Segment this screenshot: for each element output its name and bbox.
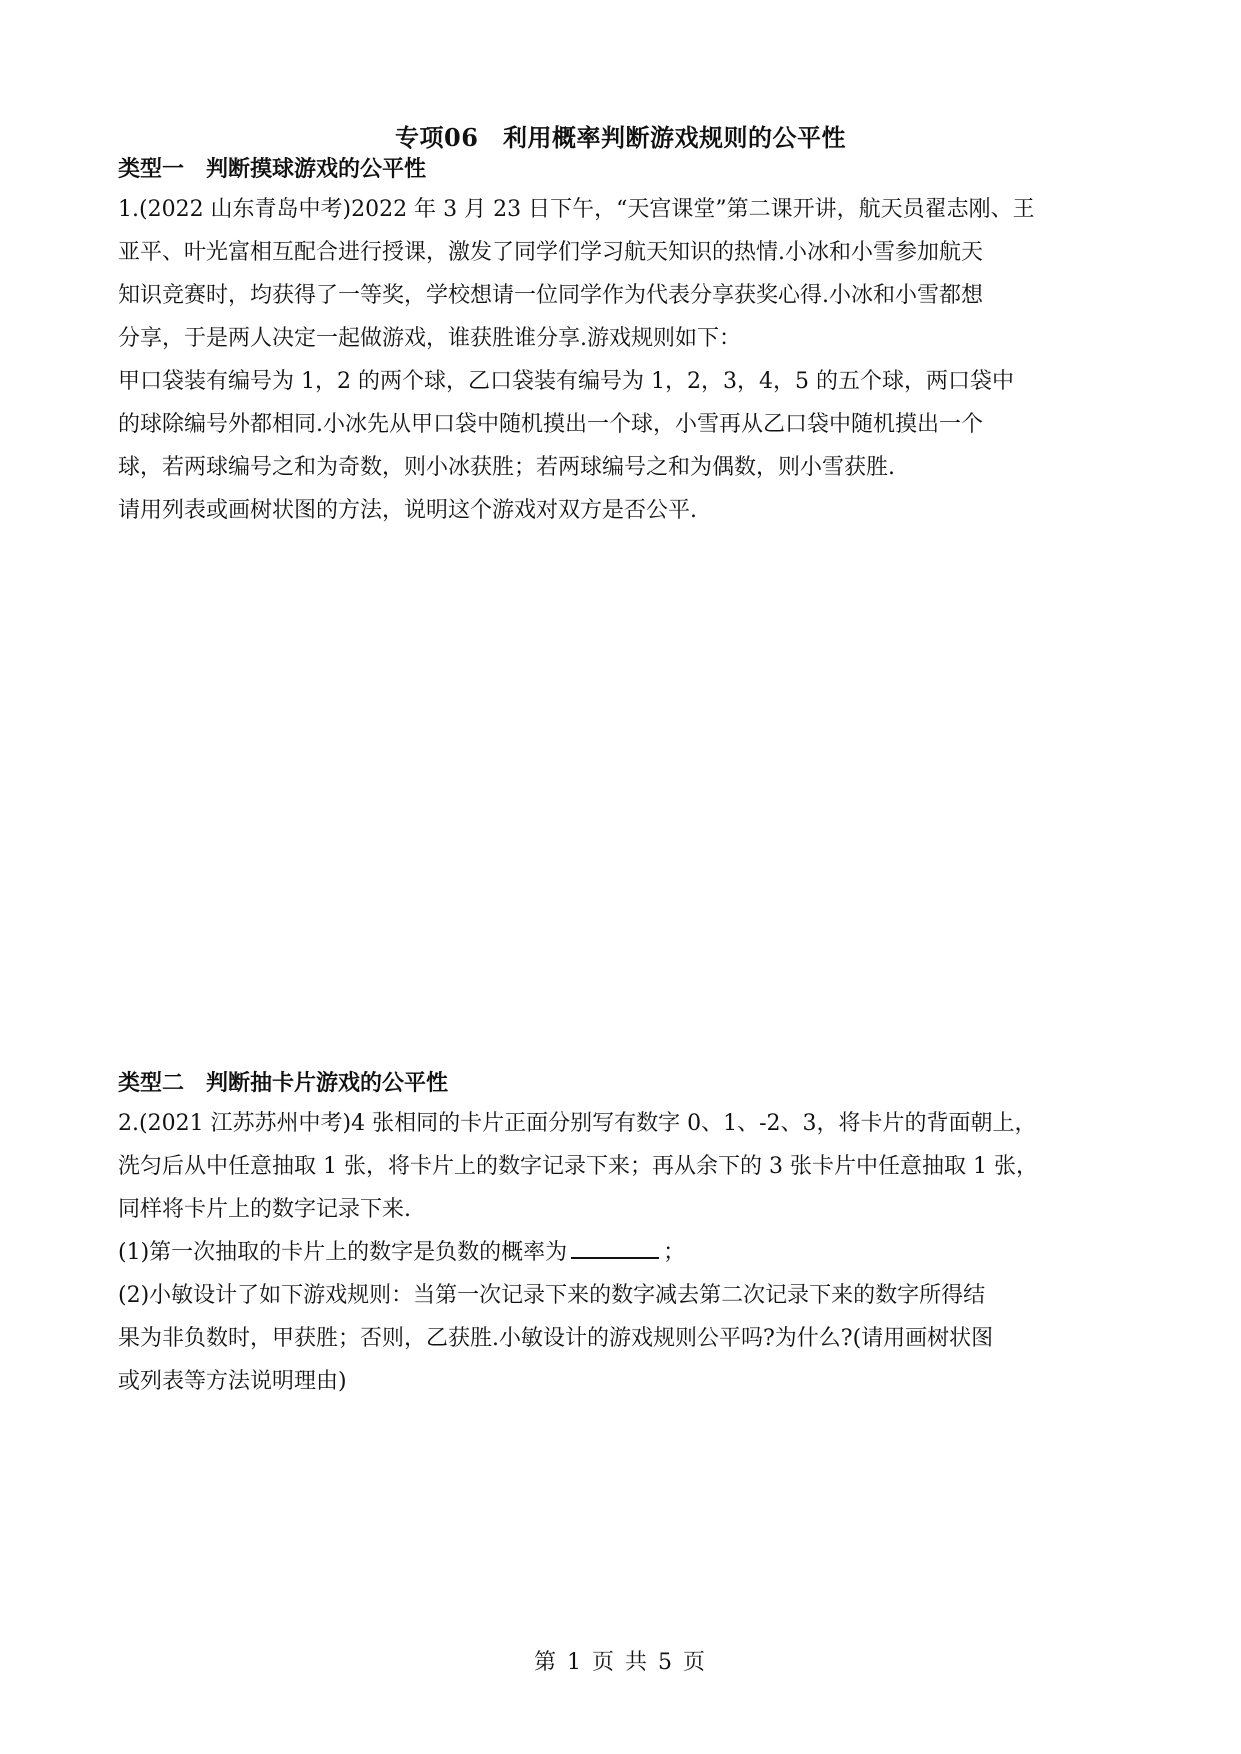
question-2 xyxy=(118,1102,1128,1403)
page-footer: 第 1 页 共 5 页 xyxy=(534,1650,707,1675)
section-heading-type1: 类型一 判断摸球游戏的公平性 xyxy=(118,156,427,182)
question-1-line: 1.(2022 山东青岛中考)2022 年 3 月 23 日下午，“天宫课堂”第二课开讲，航天员翟志刚、王 xyxy=(118,197,1035,222)
question-1-line: 球，若两球编号之和为奇数，则小冰获胜；若两球编号之和为偶数，则小雪获胜. xyxy=(118,455,895,480)
question-2-part1 xyxy=(118,1231,1128,1274)
question-1-line: 知识竞赛时，均获得了一等奖，学校想请一位同学作为代表分享获奖心得.小冰和小雪都想 xyxy=(118,283,983,308)
question-1-line: 甲口袋装有编号为 1，2 的两个球，乙口袋装有编号为 1，2，3，4，5 的五个球，两口袋中 xyxy=(118,369,1014,394)
question-2-part1-text: (1)第一次抽取的卡片上的数字是负数的概率为 xyxy=(118,1240,568,1265)
question-2-part1-end: ； xyxy=(663,1240,686,1265)
question-2-line: 同样将卡片上的数字记录下来. xyxy=(118,1197,411,1222)
section-heading-type2: 类型二 判断抽卡片游戏的公平性 xyxy=(118,1070,449,1096)
question-2-line: 2.(2021 江苏苏州中考)4 张相同的卡片正面分别写有数字 0、1、-2、3，将卡片的背面朝上， xyxy=(118,1111,1037,1136)
question-2-part2-line: 果为非负数时，甲获胜；否则，乙获胜.小敏设计的游戏规则公平吗?为什么?(请用画树状图 xyxy=(118,1326,994,1351)
question-1-line: 分享，于是两人决定一起做游戏，谁获胜谁分享.游戏规则如下： xyxy=(118,326,741,351)
answer-blank[interactable] xyxy=(571,1239,659,1259)
question-1-line: 请用列表或画树状图的方法，说明这个游戏对双方是否公平. xyxy=(118,498,697,523)
question-1-line: 的球除编号外都相同.小冰先从甲口袋中随机摸出一个球，小雪再从乙口袋中随机摸出一个 xyxy=(118,412,983,437)
question-2-part2-line: (2)小敏设计了如下游戏规则：当第一次记录下来的数字减去第二次记录下来的数字所得结 xyxy=(118,1283,986,1308)
question-2-line: 洗匀后从中任意抽取 1 张，将卡片上的数字记录下来；再从余下的 3 张卡片中任意抽取 1 张， xyxy=(118,1154,1038,1179)
page-title: 专项06 利用概率判断游戏规则的公平性 xyxy=(395,123,846,152)
question-2-part2-line: 或列表等方法说明理由) xyxy=(118,1369,347,1394)
question-1 xyxy=(118,188,1128,532)
question-1-line: 亚平、叶光富相互配合进行授课，激发了同学们学习航天知识的热情.小冰和小雪参加航天 xyxy=(118,240,983,265)
